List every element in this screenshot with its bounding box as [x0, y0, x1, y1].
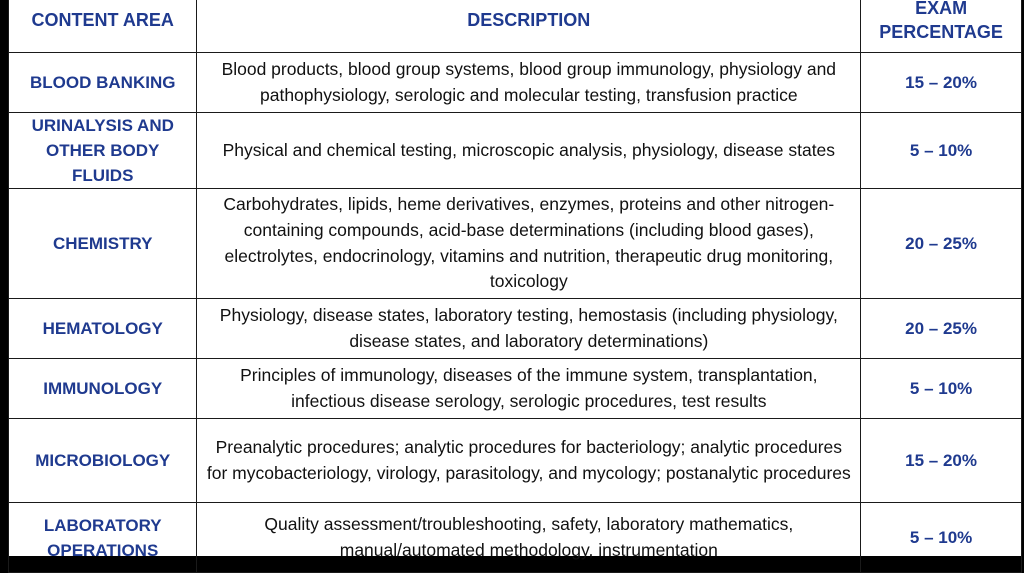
row-content-area: BLOOD BANKING [9, 53, 197, 113]
row-exam-percentage: 20 – 25% [861, 189, 1022, 299]
row-content-area: LABORATORY OPERATIONS [9, 503, 197, 573]
row-content-area: URINALYSIS AND OTHER BODY FLUIDS [9, 113, 197, 189]
row-exam-percentage: 5 – 10% [861, 359, 1022, 419]
row-description: Blood products, blood group systems, blood group immunology, physiology and pathophysiology, serologic and molecular testing, transfusion practice [197, 53, 861, 113]
table-row [9, 299, 1022, 359]
header-content-area: CONTENT AREA [9, 0, 197, 53]
row-description: Carbohydrates, lipids, heme derivatives, enzymes, proteins and other nitrogen-containing compounds, acid-base determinations (including blood gases), electrolytes, endocrinology, vitamins and nutrition, therapeutic drug monitoring, toxicology [197, 189, 861, 299]
row-exam-percentage: 20 – 25% [861, 299, 1022, 359]
row-content-area: HEMATOLOGY [9, 299, 197, 359]
row-content-area: MICROBIOLOGY [9, 419, 197, 503]
table-row [9, 53, 1022, 113]
table-header-row [9, 0, 1022, 53]
header-description: DESCRIPTION [197, 0, 861, 53]
document-sheet [8, 0, 1022, 560]
row-content-area: IMMUNOLOGY [9, 359, 197, 419]
table-row [9, 359, 1022, 419]
header-exam-percentage: EXAM PERCENTAGE [861, 0, 1022, 53]
row-description: Principles of immunology, diseases of the immune system, transplantation, infectious disease serology, serologic procedures, test results [197, 359, 861, 419]
row-exam-percentage: 15 – 20% [861, 419, 1022, 503]
table-row [9, 419, 1022, 503]
row-exam-percentage: 5 – 10% [861, 113, 1022, 189]
row-exam-percentage: 5 – 10% [861, 503, 1022, 573]
exam-content-table [8, 0, 1022, 573]
row-description: Physiology, disease states, laboratory testing, hemostasis (including physiology, disease states, and laboratory determinations) [197, 299, 861, 359]
row-content-area: CHEMISTRY [9, 189, 197, 299]
row-exam-percentage: 15 – 20% [861, 53, 1022, 113]
row-description: Preanalytic procedures; analytic procedures for bacteriology; analytic procedures for mycobacteriology, virology, parasitology, and mycology; postanalytic procedures [197, 419, 861, 503]
row-description: Physical and chemical testing, microscopic analysis, physiology, disease states [197, 113, 861, 189]
table-row [9, 503, 1022, 573]
table-row [9, 113, 1022, 189]
table-row [9, 189, 1022, 299]
row-description: Quality assessment/troubleshooting, safety, laboratory mathematics, manual/automated methodology, instrumentation [197, 503, 861, 573]
